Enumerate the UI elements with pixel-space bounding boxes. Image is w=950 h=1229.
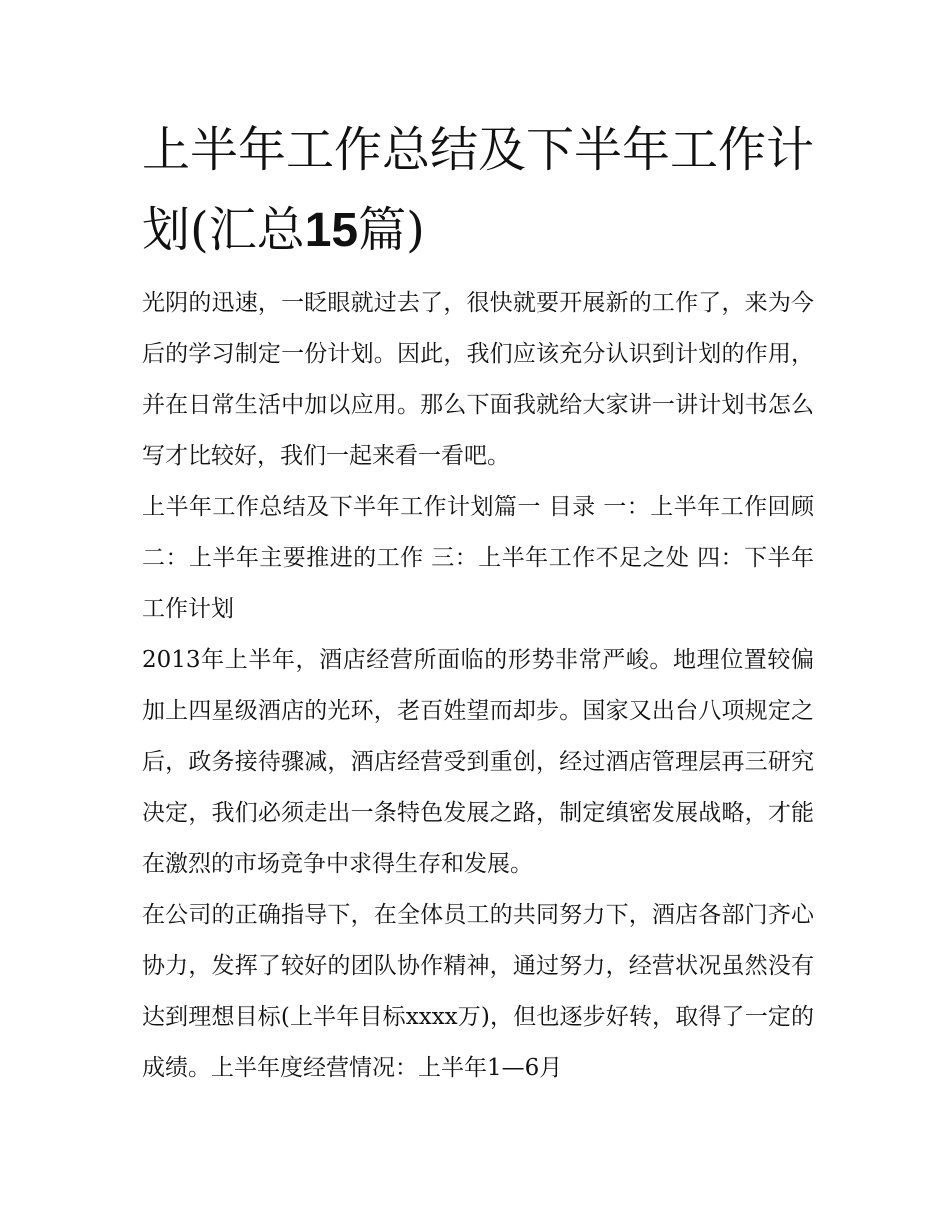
intro-paragraph: 光阴的迅速，一眨眼就过去了，很快就要开展新的工作了，来为今后的学习制定一份计划。因此，我们应该充分认识到计划的作用，并在日常生活中加以应用。那么下面我就给大家讲一讲计划书怎么写才比较好，我们一起来看一看吧。 [142,290,814,469]
situation-paragraph: 2013年上半年，酒店经营所面临的形势非常严峻。地理位置较偏加上四星级酒店的光环，老百姓望而却步。国家又出台八项规定之后，政务接待骤减，酒店经营受到重创，经过酒店管理层再三研究决定，我们必须走出一条特色发展之路，制定缜密发展战略，才能在激烈的市场竞争中求得生存和发展。 [142,647,814,877]
table-of-contents-paragraph: 上半年工作总结及下半年工作计划篇一 目录 一：上半年工作回顾 二：上半年主要推进的工作 三：上半年工作不足之处 四：下半年工作计划 [142,494,814,622]
achievement-paragraph: 在公司的正确指导下，在全体员工的共同努力下，酒店各部门齐心协力，发挥了较好的团队协作精神，通过努力，经营状况虽然没有达到理想目标(上半年目标xxxx万)，但也逐步好转，取得了一定的成绩。上半年度经营情况：上半年1—6月 [142,902,814,1081]
title-text-part1: 上半年工作总结及下半年工作计划(汇总 [142,122,815,258]
title-text-part2: 篇) [358,202,425,258]
title-number: 15 [304,204,359,257]
document-body [142,278,814,1094]
document-title [142,110,822,271]
